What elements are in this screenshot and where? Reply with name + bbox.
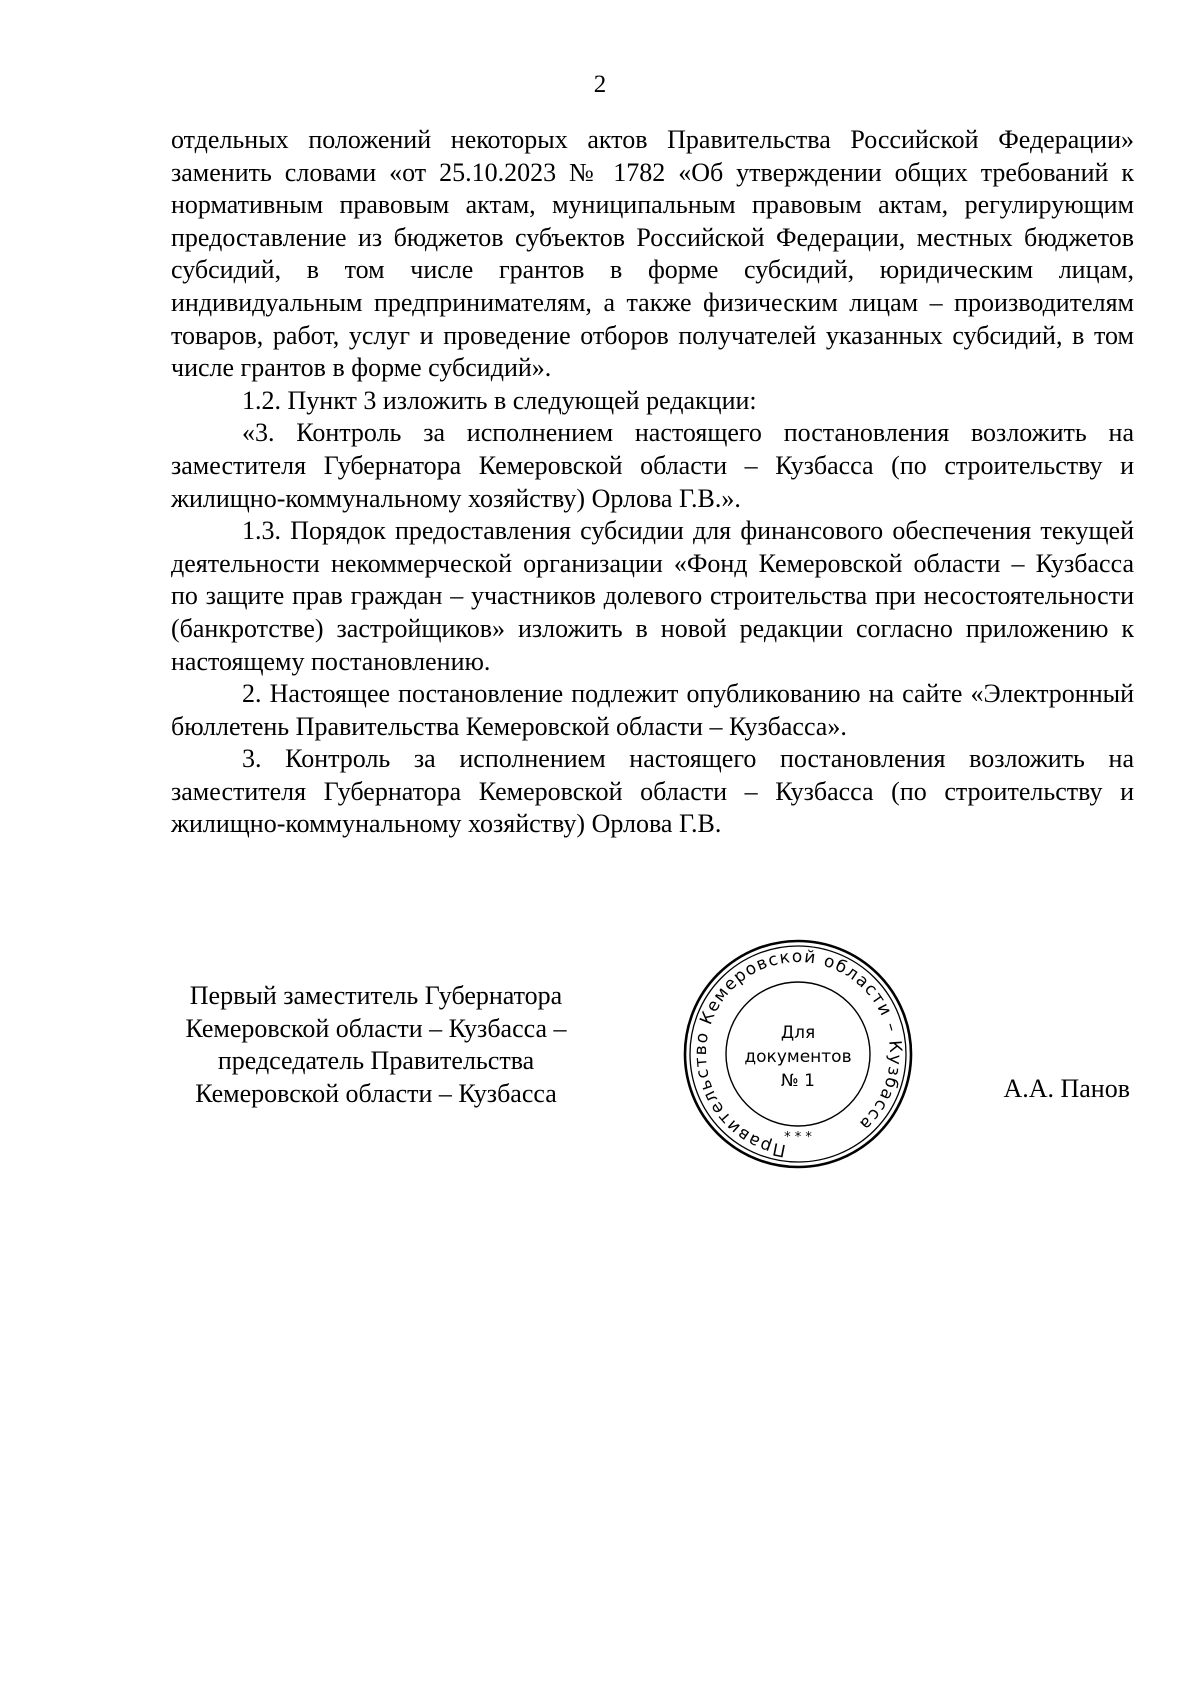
paragraph-quoted-item-3: «3. Контроль за исполнением настоящего постановления возложить на заместителя Губернатора Кемеровской области – Кузбасса (по строительству и жилищно-коммунальному хозяйству) Орлова Г.В.».	[171, 418, 1134, 513]
signatory-position-line: Кемеровской области – Кузбасса –	[185, 1013, 567, 1043]
signatory-name: А.А. Панов	[1003, 1074, 1130, 1103]
seal-center-line: Для	[780, 1023, 816, 1043]
signatory-position-line: Первый заместитель Губернатора	[189, 981, 563, 1010]
seal-stars: * * *	[784, 1130, 812, 1145]
document-body	[171, 124, 1134, 841]
paragraph-item-1-2: 1.2. Пункт 3 изложить в следующей редакции:	[242, 385, 757, 415]
paragraph-item-2: 2. Настоящее постановление подлежит опубликованию на сайте «Электронный бюллетень Правительства Кемеровской области – Кузбасса».	[171, 679, 1134, 741]
signatory-position-line: Кемеровской области – Кузбасса	[195, 1078, 557, 1108]
official-seal	[682, 938, 914, 1170]
paragraph-item-1-3: 1.3. Порядок предоставления субсидии для финансового обеспечения текущей деятельности некоммерческой организации «Фонд Кемеровской области – Кузбасса по защите прав граждан – участников долевого строительства при несостоятельности (банкротстве) застройщиков» изложить в новой редакции согласно приложению к настоящему постановлению.	[171, 516, 1134, 676]
paragraph-item-3: 3. Контроль за исполнением настоящего постановления возложить на заместителя Губернатора Кемеровской области – Кузбасса (по строительству и жилищно-коммунальному хозяйству) Орлова Г.В.	[171, 744, 1134, 839]
seal-ring-text: Правительство Кемеровской области – Кузбасса	[690, 946, 906, 1161]
paragraph-continuation: отдельных положений некоторых актов Правительства Российской Федерации» заменить словами «от 25.10.2023 № 1782 «Об утверждении общих требований к нормативным правовым актам, муниципальным правовым актам, регулирующим предоставление из бюджетов субъектов Российской Федерации, местных бюджетов субсидий, в том числе грантов в форме субсидий, юридическим лицам, индивидуальным предпринимателям, а также физическим лицам – производителям товаров, работ, услуг и проведение отборов получателей указанных субсидий, в том числе грантов в форме субсидий».	[171, 125, 1134, 383]
seal-center-line: № 1	[781, 1071, 815, 1091]
seal-center-line: документов	[744, 1047, 852, 1067]
page-number: 2	[593, 71, 607, 98]
signatory-position-line: председатель Правительства	[217, 1046, 535, 1076]
signatory-position	[150, 980, 602, 1110]
